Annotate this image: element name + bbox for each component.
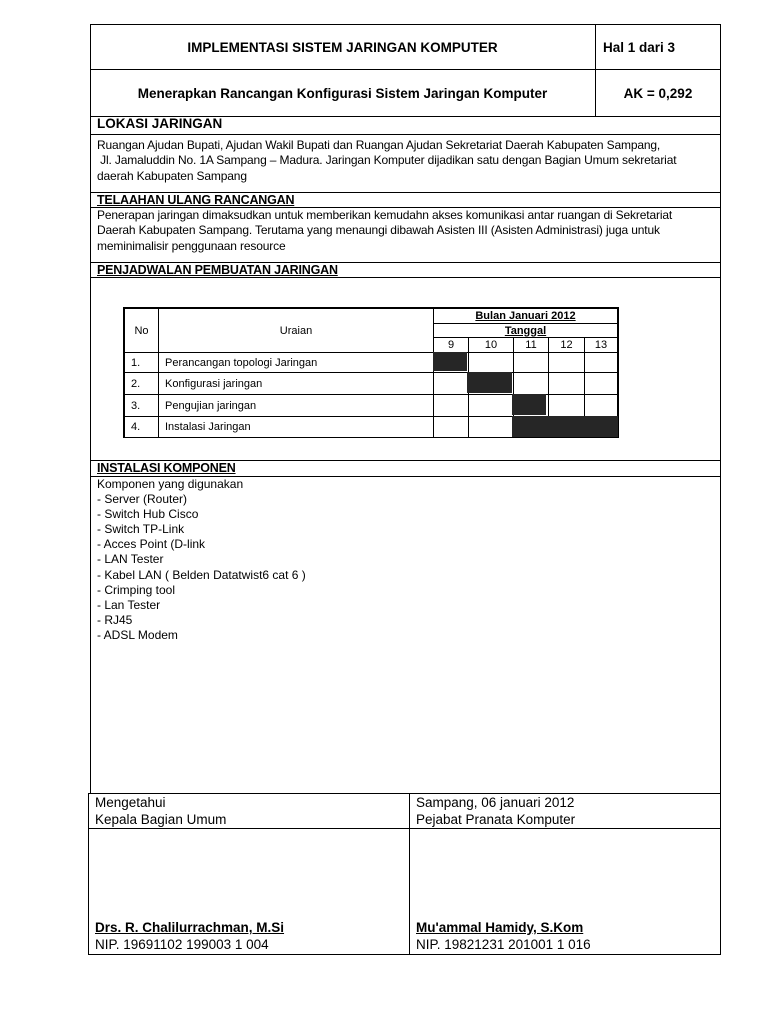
tanggal-header: Tanggal <box>434 324 618 338</box>
task-label: Konfigurasi jaringan <box>159 373 434 395</box>
signatory-name: Drs. R. Chalilurrachman, M.Si <box>95 920 285 935</box>
signatory-right <box>416 919 716 953</box>
row-number: 4. <box>125 417 159 438</box>
column-header-uraian: Uraian <box>159 309 434 353</box>
signature-role: Kepala Bagian Umum <box>95 812 227 827</box>
telaahan-line: meminimalisir penggunaan resource <box>97 238 286 253</box>
signatory-name: Mu'ammal Hamidy, S.Kom <box>416 920 584 935</box>
signature-place-date: Sampang, 06 januari 2012 <box>416 795 575 810</box>
list-item: - Switch Hub Cisco <box>97 507 199 522</box>
document-title: IMPLEMENTASI SISTEM JARINGAN KOMPUTER <box>187 39 498 55</box>
signature-right <box>416 794 716 828</box>
table-row <box>125 373 618 395</box>
component-intro: Komponen yang digunakan <box>97 477 244 491</box>
list-item: - Kabel LAN ( Belden Datatwist6 cat 6 ) <box>97 567 306 582</box>
section-heading-instalasi: INSTALASI KOMPONEN <box>97 461 236 475</box>
divider <box>88 828 721 829</box>
telaahan-line: Daerah Kabupaten Sampang. Terutama yang menaungi dibawah Asisten III (Asisten Administrasi) juga untuk <box>97 223 660 238</box>
gantt-bar-instalasi <box>512 416 618 437</box>
day-header: 13 <box>585 338 618 353</box>
gantt-bar-konfigurasi <box>467 372 512 393</box>
page-indicator: Hal 1 dari 3 <box>603 39 676 55</box>
list-item: - Lan Tester <box>97 597 161 612</box>
row-number: 3. <box>125 395 159 417</box>
section-heading-telaahan: TELAAHAN ULANG RANCANGAN <box>97 193 295 207</box>
month-header: Bulan Januari 2012 <box>434 309 618 324</box>
ak-value: AK = 0,292 <box>623 85 693 101</box>
signature-caption: Mengetahui <box>95 795 166 810</box>
task-label: Instalasi Jaringan <box>159 417 434 438</box>
lokasi-text <box>97 138 717 184</box>
lokasi-line: Ruangan Ajudan Bupati, Ajudan Wakil Bupati dan Ruangan Ajudan Sekretariat Daerah Kabupaten Sampang, <box>97 138 661 152</box>
task-label: Perancangan topologi Jaringan <box>159 353 434 373</box>
list-item: - Switch TP-Link <box>97 522 185 537</box>
document-subtitle: Menerapkan Rancangan Konfigurasi Sistem Jaringan Komputer <box>137 85 548 101</box>
row-number: 2. <box>125 373 159 395</box>
telaahan-text <box>97 208 717 254</box>
list-item: - Server (Router) <box>97 492 188 507</box>
signature-role: Pejabat Pranata Komputer <box>416 812 576 827</box>
day-header: 9 <box>434 338 469 353</box>
section-heading-penjadwalan: PENJADWALAN PEMBUATAN JARINGAN <box>97 263 338 277</box>
component-list <box>97 477 697 643</box>
gantt-bar-topologi <box>433 352 467 371</box>
table-row <box>125 353 618 373</box>
signatory-left <box>95 919 405 953</box>
list-item: - Crimping tool <box>97 582 176 597</box>
telaahan-line: Penerapan jaringan dimaksudkan untuk memberikan kemudahn akses komunikasi antar ruangan di Sekretariat <box>97 208 673 222</box>
day-header: 11 <box>514 338 549 353</box>
list-item: - ADSL Modem <box>97 627 178 642</box>
day-header: 12 <box>549 338 585 353</box>
list-item: - RJ45 <box>97 612 133 627</box>
column-header-no: No <box>125 309 159 353</box>
signatory-nip: NIP. 19821231 201001 1 016 <box>416 937 591 952</box>
day-header: 10 <box>469 338 514 353</box>
list-item: - LAN Tester <box>97 552 164 567</box>
divider <box>90 134 721 135</box>
section-heading-lokasi: LOKASI JARINGAN <box>97 116 223 131</box>
list-item: - Acces Point (D-link <box>97 537 206 552</box>
lokasi-line: Jl. Jamaluddin No. 1A Sampang – Madura. Jaringan Komputer dijadikan satu dengan Bagian Umum sekretariat <box>97 153 677 168</box>
signature-left <box>95 794 405 828</box>
task-label: Pengujian jaringan <box>159 395 434 417</box>
divider <box>409 793 410 955</box>
gantt-bar-pengujian <box>512 394 546 415</box>
divider <box>90 277 721 278</box>
lokasi-line: daerah Kabupaten Sampang <box>97 168 247 183</box>
row-number: 1. <box>125 353 159 373</box>
signatory-nip: NIP. 19691102 199003 1 004 <box>95 937 269 952</box>
